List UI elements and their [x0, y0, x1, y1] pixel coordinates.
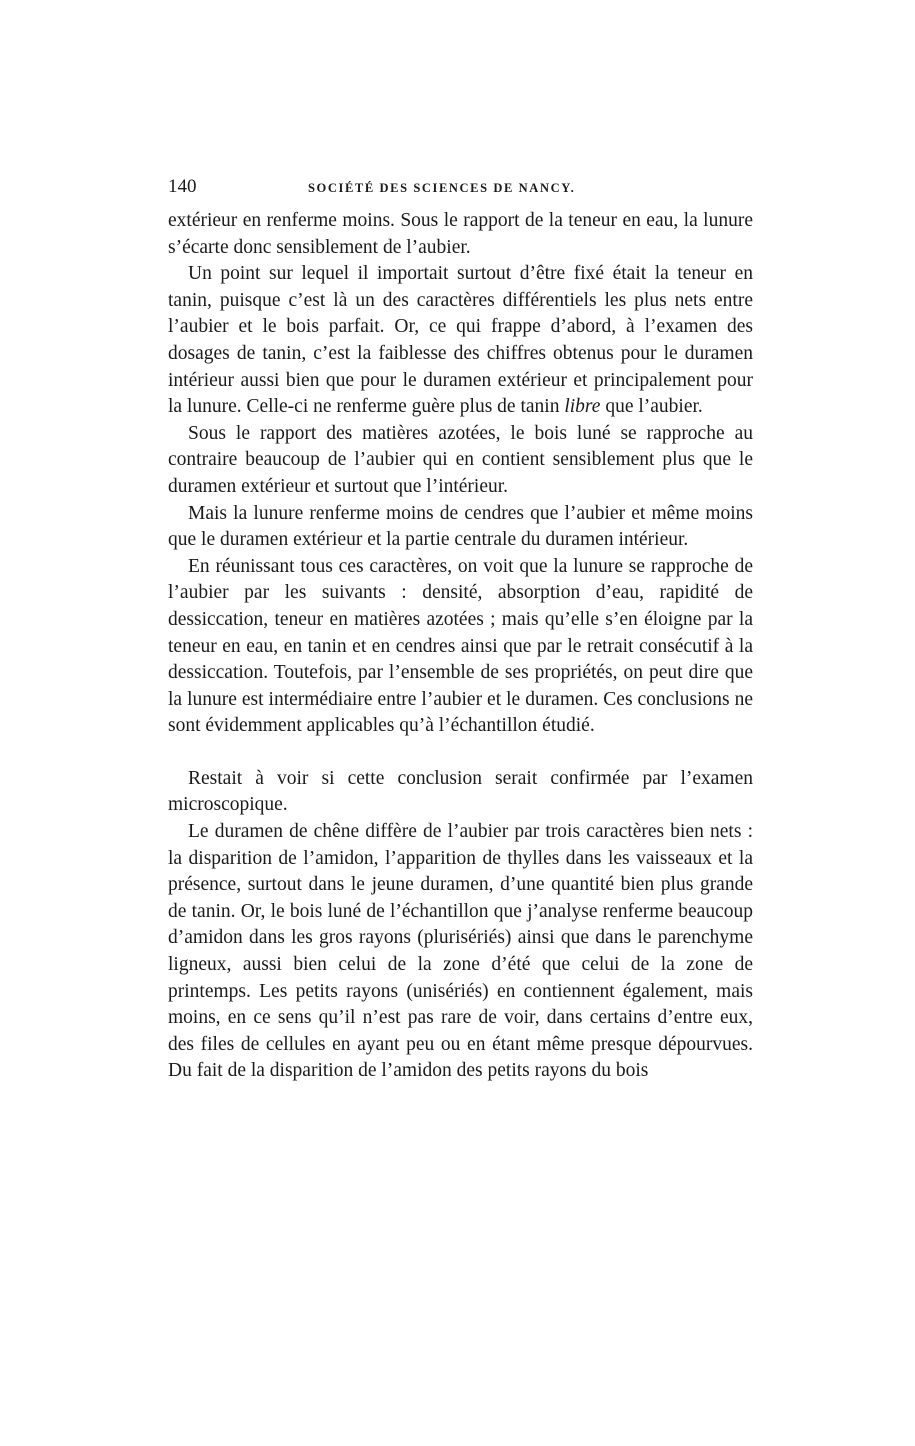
paragraph-7: Le duramen de chêne diffère de l’aubier par trois caractères bien nets : la disparition de l’amidon, l’apparition de thylles dans les vaisseaux et la présence, surtout dans le jeune duramen, d’une quantité bien plus grande de tanin. Or, le bois luné de l’échantillon que j’analyse renferme beaucoup d’amidon dans les gros rayons (plurisériés) ainsi que dans le parenchyme ligneux, aussi bien celui de la zone d’été que celui de la zone de printemps. Les petits rayons (unisériés) en contiennent également, mais moins, en ce sens qu’il n’est pas rare de voir, dans certains d’entre eux, des files de cellules en ayant peu ou en étant même presque dépourvues. Du fait de la disparition de l’amidon des petits rayons du bois	[168, 821, 753, 1082]
paragraph-2	[168, 261, 753, 421]
paragraph-2-text: Un point sur lequel il importait surtout d’être fixé était la teneur en tanin, puisque c’est là un des caractères différentiels les plus nets entre l’aubier et le bois parfait. Or, ce qui frappe d’abord, à l’examen des dosages de tanin, c’est la faiblesse des chiffres obtenus pour le duramen intérieur aussi bien que pour le duramen extérieur et principalement pour la lunure. Celle-ci ne renferme guère plus de tanin	[168, 263, 753, 418]
running-title: SOCIÉTÉ DES SCIENCES DE NANCY.	[308, 181, 576, 195]
paragraph-4: Mais la lunure renferme moins de cendres que l’aubier et même moins que le duramen extérieur et la partie centrale du duramen intérieur.	[168, 502, 753, 551]
paragraph-3: Sous le rapport des matières azotées, le bois luné se rapproche au contraire beaucoup de l’aubier qui en contient sensiblement plus que le duramen extérieur et surtout que l’intérieur.	[168, 422, 753, 497]
paragraph-5: En réunissant tous ces caractères, on voit que la lunure se rapproche de l’aubier par les suivants : densité, absorption d’eau, rapidité de dessiccation, teneur en matières azotées ; mais qu’elle s’en éloigne par la teneur en eau, en tanin et en cendres ainsi que par le retrait consécutif à la dessiccation. Toutefois, par l’ensemble de ses propriétés, on peut dire que la lunure est intermédiaire entre l’aubier et le duramen. Ces conclusions ne sont évidemment applicables qu’à l’échantillon étudié.	[168, 555, 753, 737]
paragraph-6: Restait à voir si cette conclusion serait confirmée par l’examen microscopique.	[168, 767, 753, 816]
italic-word: libre	[564, 396, 601, 418]
paragraph-1: extérieur en renferme moins. Sous le rapport de la teneur en eau, la lunure s’écarte donc sensiblement de l’aubier.	[168, 210, 753, 258]
page	[168, 176, 753, 1085]
running-head	[168, 176, 753, 206]
section-gap	[168, 740, 753, 766]
page-number: 140	[168, 176, 197, 197]
paragraph-2-text-end: que l’aubier.	[600, 396, 703, 418]
